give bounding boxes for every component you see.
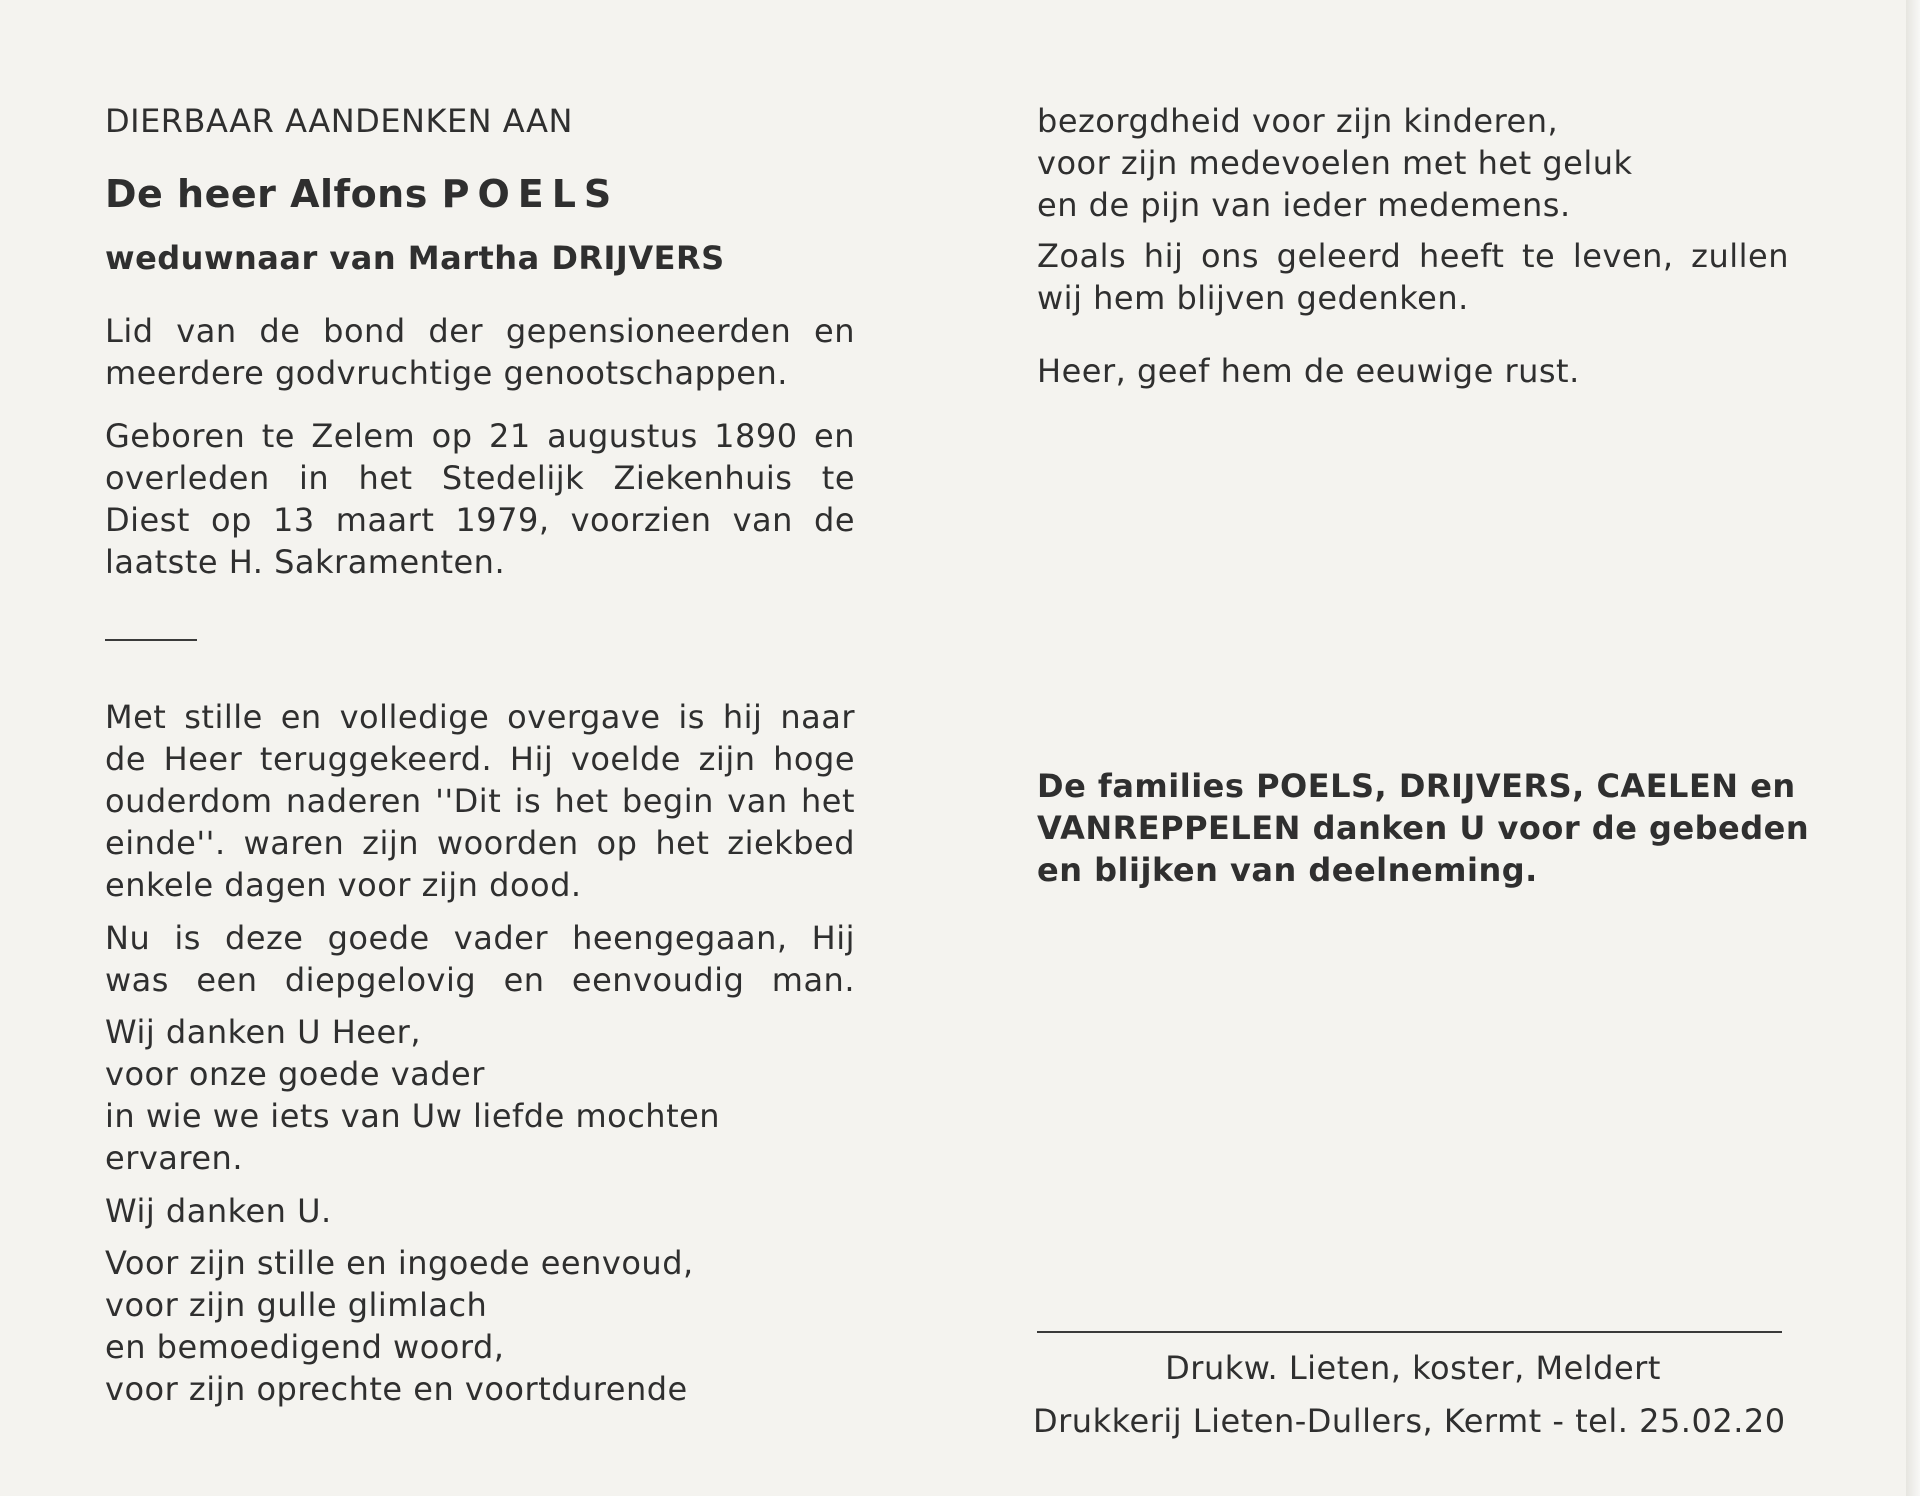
remember-line-1: Zoals hij ons geleerd heeft te leven, zullen xyxy=(1037,237,1789,275)
reflection-line-1: Met stille en volledige overgave is hij naar xyxy=(105,698,855,736)
reflection-line-3: ouderdom naderen ''Dit is het begin van het xyxy=(105,782,855,820)
widower-line: weduwnaar van Martha DRIJVERS xyxy=(105,239,725,277)
families-line-1: De families POELS, DRIJVERS, CAELEN en xyxy=(1037,767,1796,805)
thanks-line: Wij danken U. xyxy=(105,1192,332,1230)
reflection-line-5: enkele dagen voor zijn dood. xyxy=(105,866,582,904)
reflection-line-4: einde''. waren zijn woorden op het ziekbed xyxy=(105,824,855,862)
virtues-line-3: en bemoedigend woord, xyxy=(105,1328,505,1366)
father-line-2: was een diepgelovig en eenvoudig man. xyxy=(105,961,855,999)
birth-death-line-3: Diest op 13 maart 1979, voorzien van de xyxy=(105,501,855,539)
birth-death-line-1: Geboren te Zelem op 21 augustus 1890 en xyxy=(105,417,855,455)
father-line-1: Nu is deze goede vader heengegaan, Hij xyxy=(105,919,855,957)
name-surname: POELS xyxy=(441,172,620,216)
membership-line-1: Lid van de bond der gepensioneerden en xyxy=(105,312,855,350)
birth-death-line-4: laatste H. Sakramenten. xyxy=(105,543,506,581)
continuation-line-3: en de pijn van ieder medemens. xyxy=(1037,186,1571,224)
continuation-line-2: voor zijn medevoelen met het geluk xyxy=(1037,144,1633,182)
membership-line-2: meerdere godvruchtige genootschappen. xyxy=(105,354,788,392)
deceased-name xyxy=(105,173,619,215)
birth-death-line-2: overleden in het Stedelijk Ziekenhuis te xyxy=(105,459,855,497)
prayer-line-1: Wij danken U Heer, xyxy=(105,1013,421,1051)
virtues-line-4: voor zijn oprechte en voortdurende xyxy=(105,1370,688,1408)
families-line-3: en blijken van deelneming. xyxy=(1037,851,1538,889)
name-prefix: De heer Alfons xyxy=(105,172,428,216)
printer-line-1: Drukw. Lieten, koster, Meldert xyxy=(1165,1349,1661,1387)
families-line-2: VANREPPELEN danken U voor de gebeden xyxy=(1037,809,1810,847)
card-edge-shadow xyxy=(1906,0,1920,1496)
heading: DIERBAAR AANDENKEN AAN xyxy=(105,102,573,140)
virtues-line-1: Voor zijn stille en ingoede eenvoud, xyxy=(105,1244,694,1282)
continuation-line-1: bezorgdheid voor zijn kinderen, xyxy=(1037,102,1559,140)
reflection-line-2: de Heer teruggekeerd. Hij voelde zijn hoge xyxy=(105,740,855,778)
prayer-line-4: ervaren. xyxy=(105,1139,243,1177)
rest-line: Heer, geef hem de eeuwige rust. xyxy=(1037,352,1580,390)
prayer-line-2: voor onze goede vader xyxy=(105,1055,485,1093)
virtues-line-2: voor zijn gulle glimlach xyxy=(105,1286,488,1324)
remember-line-2: wij hem blijven gedenken. xyxy=(1037,279,1469,317)
prayer-line-3: in wie we iets van Uw liefde mochten xyxy=(105,1097,721,1135)
printer-line-2: Drukkerij Lieten-Dullers, Kermt - tel. 25.02.20 xyxy=(1033,1402,1786,1440)
separator-rule xyxy=(105,639,197,641)
footer-rule xyxy=(1037,1331,1782,1333)
